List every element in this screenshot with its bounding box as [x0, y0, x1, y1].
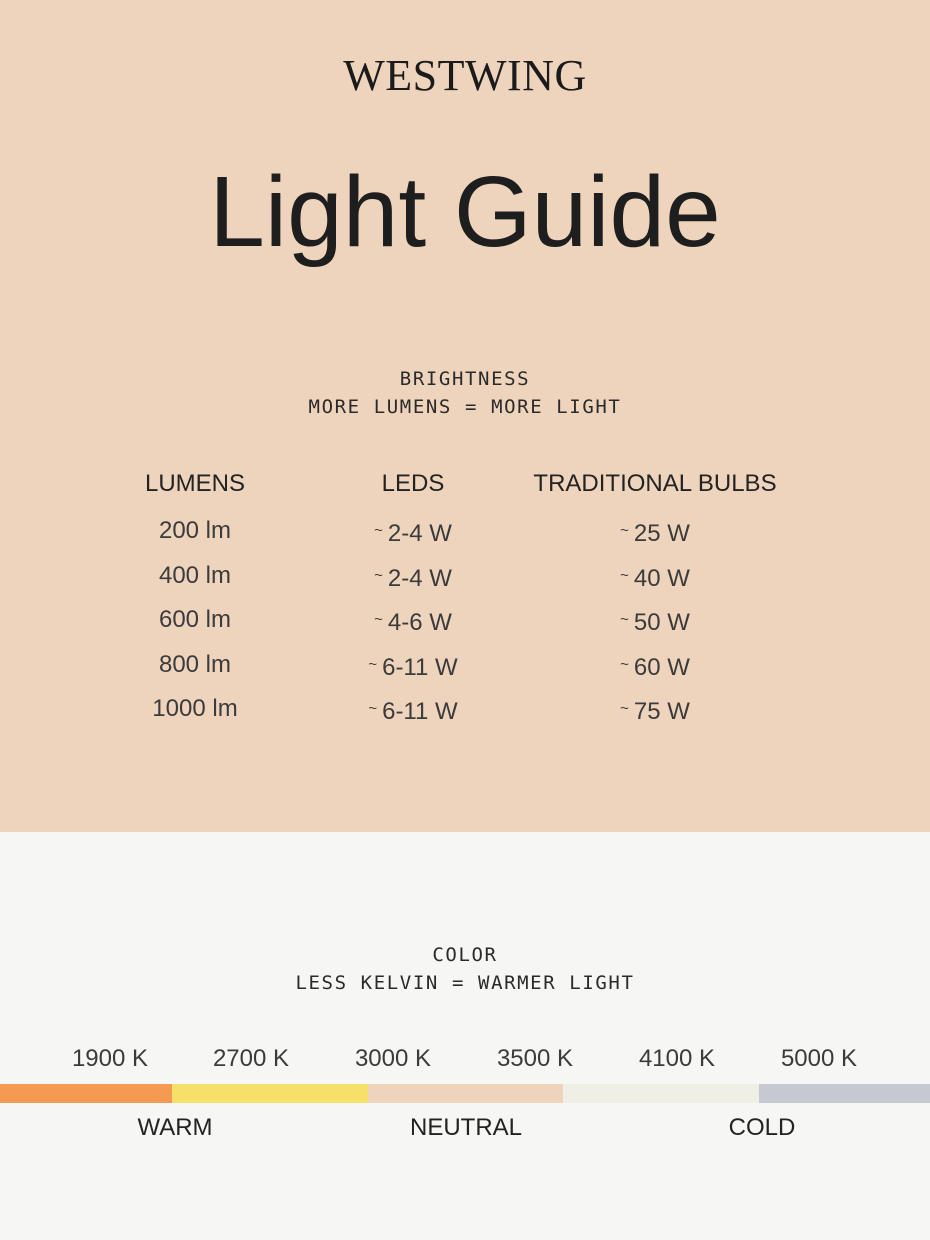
bar-segment-cold	[759, 1084, 930, 1103]
page-title: Light Guide	[209, 156, 721, 268]
bulbs-value: 75 W	[633, 698, 690, 725]
lumens-column	[95, 469, 295, 740]
approx-tilde: ~	[374, 611, 383, 628]
approx-tilde: ~	[374, 522, 383, 539]
leds-value: 2-4 W	[387, 564, 452, 592]
bulbs-value: 50 W	[633, 609, 690, 636]
leds-value: 6-11 W	[382, 698, 458, 725]
bar-segment-warm	[0, 1084, 172, 1103]
leds-cell	[313, 695, 513, 740]
bar-segment-light	[563, 1084, 759, 1103]
bulbs-column	[505, 469, 805, 740]
kelvin-label: 2700 K	[212, 1045, 290, 1072]
color-temperature-bar	[0, 1084, 930, 1103]
kelvin-scale	[0, 1043, 930, 1075]
leds-cell	[313, 562, 513, 607]
bar-segment-yellow	[172, 1084, 368, 1103]
kelvin-label: 3500 K	[496, 1045, 574, 1072]
brand-logo: WESTWING	[343, 51, 587, 100]
leds-cell	[313, 606, 513, 651]
leds-cell	[313, 651, 513, 696]
lumens-cell: 600 lm	[158, 606, 232, 633]
lumens-cell: 1000 lm	[152, 695, 238, 722]
brightness-heading: BRIGHTNESS	[399, 368, 531, 390]
bulbs-cell	[505, 517, 805, 562]
bulbs-cell	[505, 562, 805, 607]
color-panel	[0, 832, 930, 1240]
bulbs-value: 25 W	[633, 520, 690, 547]
bulbs-value: 60 W	[633, 653, 690, 681]
leds-value: 4-6 W	[387, 609, 452, 636]
zone-label-cold: COLD	[728, 1114, 796, 1141]
leds-column	[313, 469, 513, 740]
approx-tilde: ~	[368, 700, 378, 717]
leds-value: 6-11 W	[382, 653, 458, 681]
leds-cell	[313, 517, 513, 562]
approx-tilde: ~	[620, 655, 629, 673]
lumens-cell: 800 lm	[158, 650, 232, 678]
bulbs-value: 40 W	[633, 564, 690, 592]
brightness-subheading: MORE LUMENS = MORE LIGHT	[308, 396, 622, 418]
kelvin-label: 3000 K	[354, 1045, 432, 1072]
color-heading: COLOR	[432, 944, 498, 966]
kelvin-label: 5000 K	[780, 1045, 858, 1072]
color-subheading: LESS KELVIN = WARMER LIGHT	[295, 972, 635, 994]
bulbs-cell	[505, 695, 805, 740]
zone-label-neutral: NEUTRAL	[409, 1114, 523, 1141]
approx-tilde: ~	[620, 611, 629, 628]
lumens-cell: 200 lm	[158, 517, 232, 544]
approx-tilde: ~	[620, 522, 629, 539]
bulbs-cell	[505, 651, 805, 696]
kelvin-label: 1900 K	[71, 1045, 149, 1072]
approx-tilde: ~	[368, 655, 378, 673]
approx-tilde: ~	[374, 566, 383, 584]
lumens-header: LUMENS	[144, 470, 246, 497]
approx-tilde: ~	[620, 566, 629, 584]
leds-value: 2-4 W	[387, 520, 452, 547]
zone-label-warm: WARM	[137, 1114, 213, 1141]
leds-header: LEDS	[381, 470, 445, 497]
bar-segment-neutral	[368, 1084, 563, 1103]
lumens-cell: 400 lm	[158, 561, 232, 589]
kelvin-label: 4100 K	[638, 1045, 716, 1072]
bulbs-header: TRADITIONAL BULBS	[533, 470, 777, 497]
bulbs-cell	[505, 606, 805, 651]
approx-tilde: ~	[620, 700, 629, 717]
